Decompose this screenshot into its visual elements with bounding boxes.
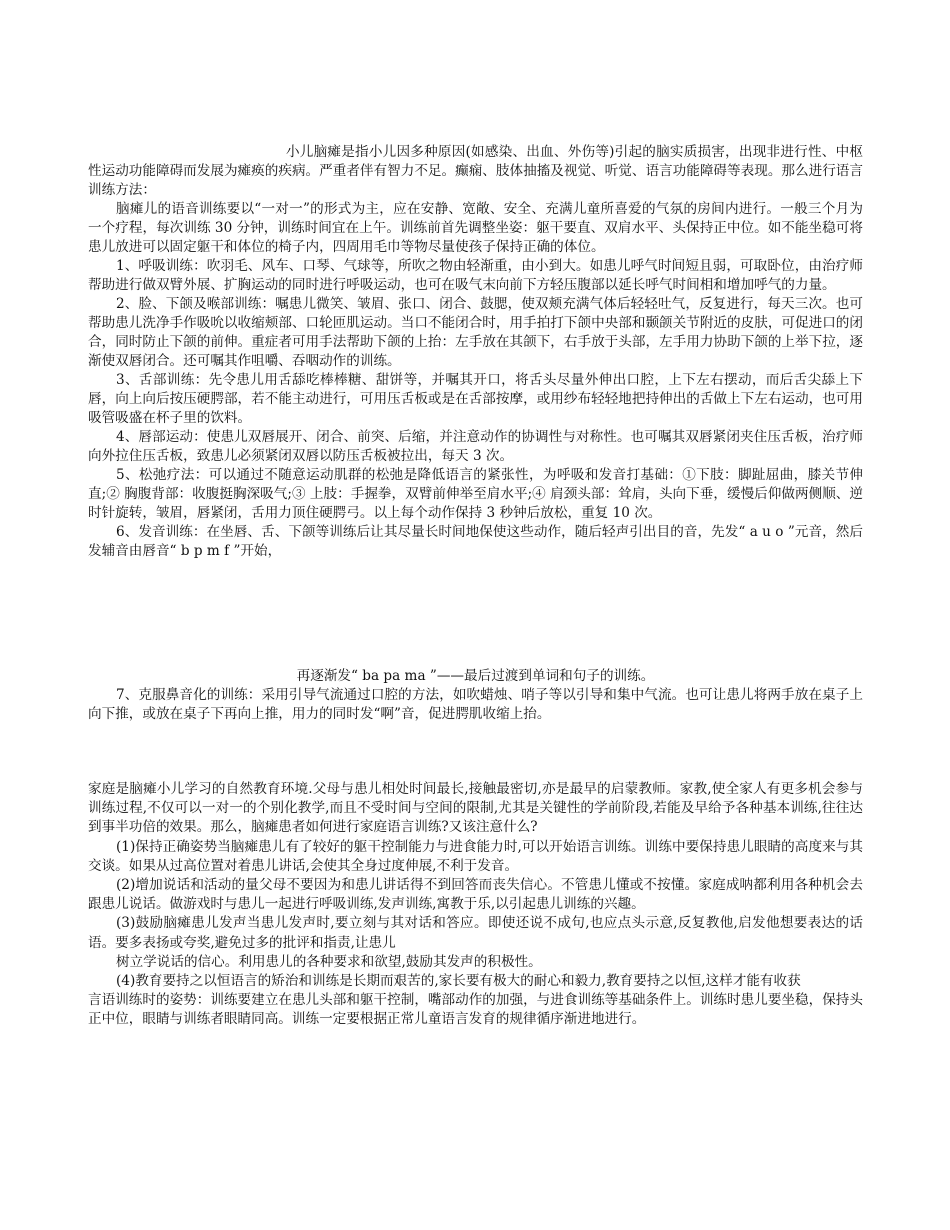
intro-paragraph: 小儿脑瘫是指小儿因多种原因(如感染、出血、外伤等)引起的脑实质损害，出现非进行性、中枢性运动功能障碍而发展为瘫痪的疾病。严重者伴有智力不足。癫痫、肢体抽搐及视觉、听觉、语言功能障碍等表现。那么进行语言训练方法： xyxy=(88,144,863,198)
talk-activity-paragraph: (2)增加说话和活动的量父母不要因为和患儿讲话得不到回答而丧失信心。不管患儿懂或不按懂。家庭成呐都利用各种机会去跟患儿说话。做游戏时与患儿一起进行呼吸训练,发声训练,寓教于乐,以引起患儿训练的兴趣。 xyxy=(88,877,863,913)
closing-paragraph: 言语训练时的姿势：训练要建立在患儿头部和躯干控制，嘴部动作的加强，与进食训练等基础条件上。训练时患儿要坐稳，保持头正中位，眼睛与训练者眼睛同高。训练一定要根据正常儿童语言发育的规律循序渐进地进行。 xyxy=(88,992,863,1028)
lip-exercise-paragraph: 4、唇部运动：使患儿双唇展开、闭合、前突、后缩，并注意动作的协调性与对称性。也可嘱其双唇紧闭夹住压舌板，治疗师向外拉住压舌板，致患儿必须紧闭双唇以防压舌板被拉出，每天 3 次。 xyxy=(88,429,863,464)
body-paragraph: 脑瘫儿的语音训练要以“一对一”的形式为主，应在安静、宽敞、安全、充满儿童所喜爱的气氛的房间内进行。一般三个月为一个疗程，每次训练 30 分钟，训练时间宜在上午。训练前首先调整坐姿：躯干要直、双肩水平、头保持正中位。如不能坐稳可将患儿放进可以固定躯干和体位的椅子内，四周用毛巾等物尽量使孩子保持正确的体位。 xyxy=(88,201,863,255)
face-jaw-training-paragraph: 2、脸、下颌及喉部训练：嘱患儿微笑、皱眉、张口、闭合、鼓腮，使双颊充满气体后轻轻吐气，反复进行，每天三次。也可帮助患儿洗净手作吸吮以收缩颊部、口轮匝肌运动。当口不能闭合时，用手拍打下颌中央部和颞颌关节附近的皮肤，可促进口的闭合，同时防止下颌的前伸。重症者可用手法帮助下颌的上抬：左手放在其颌下，右手放于头部，左手用力协助下颌的上举下拉，逐渐使双唇闭合。还可嘱其作咀嚼、吞咽动作的训练。 xyxy=(88,296,863,369)
posture-paragraph: (1)保持正确姿势当脑瘫患儿有了较好的躯干控制能力与进食能力时,可以开始语言训练。训练中要保持患儿眼睛的高度来与其交谈。如果从过高位置对着患儿讲话,会使其全身过度伸展,不利于发音。 xyxy=(88,838,863,874)
continuation-line: 再逐渐发“ ba pa ma ”——最后过渡到单词和句子的训练。 xyxy=(296,668,655,684)
home-intro-paragraph: 家庭是脑瘫小儿学习的自然教育环境.父母与患儿相处时间最长,接触最密切,亦是最早的启蒙教师。家教,使全家人有更多机会参与训练过程,不仅可以一对一的个别化教学,而且不受时间与空间的限制,尤其是关键性的学前阶段,若能及早给予各种基本训练,往往达到事半功倍的效果。那么，脑瘫患者如何进行家庭语言训练?又该注意什么? xyxy=(88,781,863,836)
section-home-training xyxy=(88,780,863,1030)
confidence-paragraph: 树立学说话的信心。利用患儿的各种要求和欲望,鼓励其发声的积极性。 xyxy=(116,953,542,970)
persistence-paragraph: (4)教育要持之以恒语言的矫治和训练是长期而艰苦的,家长要有极大的耐心和毅力,教育要持之以恒,这样才能有收获 xyxy=(116,973,801,990)
tongue-training-paragraph: 3、舌部训练：先令患儿用舌舔吃棒棒糖、甜饼等，并嘱其开口，将舌头尽量外伸出口腔，上下左右摆动，而后舌尖舔上下唇，向上向后按压硬腭部，若不能主动进行，可用压舌板或是在舌部按摩，或用纱布轻轻地把持伸出的舌做上下左右运动，也可用吸管吸盛在杯子里的饮料。 xyxy=(88,372,863,426)
section-continuation xyxy=(88,667,863,724)
relaxation-therapy-paragraph: 5、松弛疗法：可以通过不随意运动肌群的松弛是降低语言的紧张性，为呼吸和发音打基础：①下肢：脚趾屈曲，膝关节伸直;② 胸腹背部：收腹挺胸深吸气;③ 上肢：手握拳，双臂前伸举至肩水平;④ 肩颈头部：耸肩，头向下垂，缓慢后仰做两侧顺、逆时针旋转，皱眉，唇紧闭，舌用力顶住硬腭弓。以上每个动作保持 3 秒钟后放松，重复 10 次。 xyxy=(88,467,863,521)
breathing-training-paragraph: 1、呼吸训练：吹羽毛、风车、口琴、气球等，所吹之物由轻渐重，由小到大。如患儿呼气时间短且弱，可取卧位，由治疗师帮助进行做双臂外展、扩胸运动的同时进行呼吸运动，也可在吸气末向前下方轻压腹部以延长呼气时间相和增加呼气的力量。 xyxy=(88,258,863,293)
nasal-training-paragraph: 7、克服鼻音化的训练：采用引导气流通过口腔的方法，如吹蜡烛、哨子等以引导和集中气流。也可让患儿将两手放在桌子上向下推，或放在桌子下再向上推，用力的同时发“啊”音，促进腭肌收缩上抬。 xyxy=(88,687,863,722)
pronunciation-training-paragraph: 6、发音训练：在坐唇、舌、下颌等训练后让其尽量长时间地保使这些动作，随后轻声引出目的音，先发“ a u o ”元音，然后发辅音由唇音“ b p m f ”开始， xyxy=(88,524,863,559)
section-language-training-methods xyxy=(88,143,863,561)
encourage-paragraph: (3)鼓励脑瘫患儿发声当患儿发声时,要立刻与其对话和答应。即使还说不成句,也应点头示意,反复教他,启发他想要表达的话语。要多表扬或夸奖,避免过多的批评和指责,让患儿 xyxy=(88,915,863,951)
